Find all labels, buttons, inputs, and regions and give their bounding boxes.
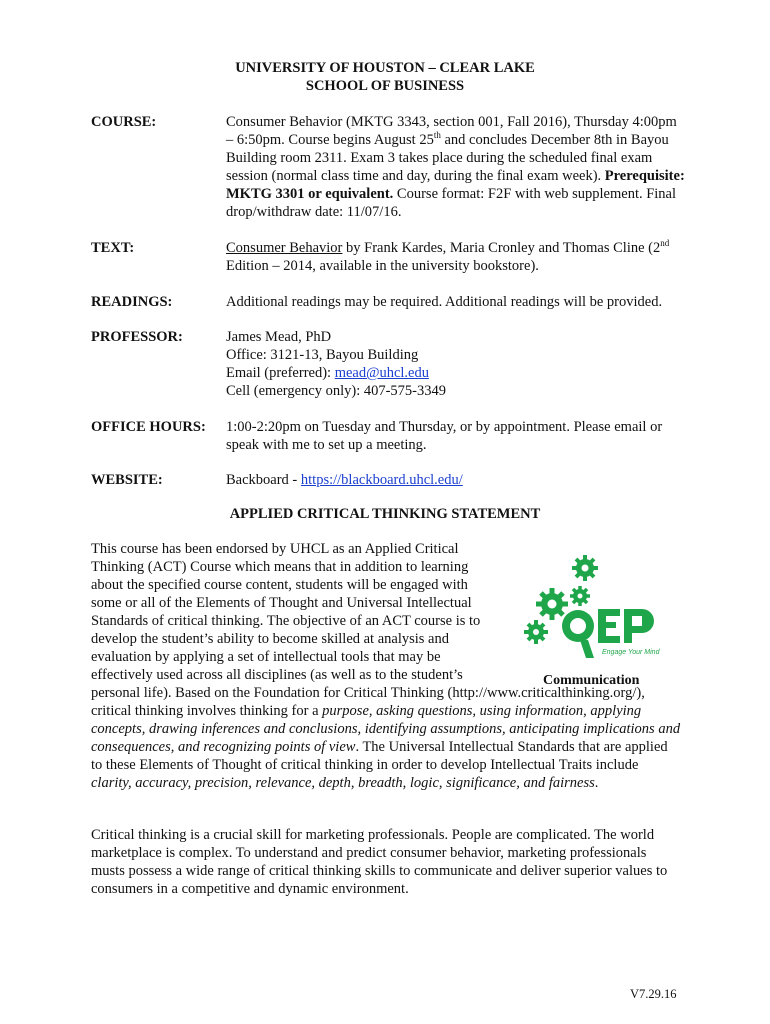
qep-logo <box>522 548 662 666</box>
readings-label: READINGS: <box>91 294 173 310</box>
prerequisite: Prerequisite: MKTG 3301 or equivalent. <box>226 168 685 202</box>
office-hours-text: 1:00-2:20pm on Tuesday and Thursday, or by appointment. Please email or speak with me to set up a meeting. <box>226 419 663 453</box>
textbook-sup: nd <box>660 238 670 249</box>
professor-cell: Cell (emergency only): 407-575-3349 <box>226 383 446 399</box>
textbook-text-b: Edition – 2014, available in the university bookstore). <box>226 258 539 274</box>
professor-label: PROFESSOR: <box>91 329 183 345</box>
course-sup: th <box>433 130 441 141</box>
text-label: TEXT: <box>91 240 135 256</box>
website-link[interactable]: https://blackboard.uhcl.edu/ <box>300 472 463 488</box>
course-text-b: and concludes December 8th in Bayou Building room 2311. Exam 3 takes place during the scheduled final exam session (normal class time and day, during the final exam week). <box>226 132 669 184</box>
marketing-paragraph-text: Critical thinking is a crucial skill for marketing professionals. People are complicated. The world marketplace is complex. To understand and predict consumer behavior, marketing professionals musts possess a wide range of critical thinking skills to communicate and deliver superior values to consumers in a competitive and dynamic environment. <box>91 827 668 897</box>
course-details <box>226 113 686 221</box>
course-label: COURSE: <box>91 114 157 130</box>
gear-icon <box>524 620 548 644</box>
professor-office: Office: 3121-13, Bayou Building <box>226 347 419 363</box>
website-label: WEBSITE: <box>91 472 163 488</box>
gear-icon <box>570 586 590 606</box>
readings-text: Additional readings may be required. Additional readings will be provided. <box>226 294 663 310</box>
act-text-a: This course has been endorsed by UHCL as an Applied Critical Thinking (ACT) Course which means that in addition to learning about the specified course content, students will be engaged with some or all of the Elements of Thought and Universal Intellectual Standards of critical thinking. The objective of an ACT course is to develop the student’s ability to become skilled at analysis and evaluation by applying a set of intellectual tools that may be effectively used across all disciplines (as well as to the student’s personal life). Based on the Foundation for Critical Thinking (http://www.criticalthinking.org/), critical thinking involves thinking for a <box>91 541 645 719</box>
qep-caption: Communication <box>543 673 640 688</box>
professor-name: James Mead, PhD <box>226 329 332 345</box>
book-title: Consumer Behavior <box>226 240 343 256</box>
course-text-c: Course format: F2F with web supplement. Final drop/withdraw date: 11/07/16. <box>226 186 677 220</box>
act-heading: APPLIED CRITICAL THINKING STATEMENT <box>229 506 541 522</box>
office-hours-label: OFFICE HOURS: <box>91 419 206 435</box>
professor-email-line <box>226 364 686 382</box>
email-prefix: Email (preferred): <box>226 365 335 381</box>
email-link[interactable]: mead@uhcl.edu <box>334 365 429 381</box>
textbook-text-a: by Frank Kardes, Maria Cronley and Thomas Cline (2 <box>342 240 661 256</box>
gear-icon <box>572 555 598 581</box>
act-italic-a: purpose, asking questions, using information, applying concepts, drawing inferences and conclusions, identifying assumptions, anticipating implications and consequences, and recognizing points of view <box>91 703 681 755</box>
document-header <box>0 59 770 95</box>
gear-icon <box>536 588 568 620</box>
website-prefix: Backboard - <box>226 472 301 488</box>
act-italic-b: clarity, accuracy, precision, relevance, depth, breadth, logic, significance, and fairness <box>91 775 595 791</box>
marketing-paragraph <box>91 826 681 898</box>
professor-details <box>226 328 686 400</box>
school-name: SCHOOL OF BUSINESS <box>305 78 465 94</box>
act-text-c: . <box>594 775 599 791</box>
act-text-b: . The Universal Intellectual Standards that are applied to these Elements of Thought of critical thinking in order to develop Intellectual Traits include <box>91 739 668 773</box>
textbook-details <box>226 239 686 275</box>
website-details <box>226 471 686 489</box>
course-text-a: Consumer Behavior (MKTG 3343, section 001, Fall 2016), Thursday 4:00pm – 6:50pm. Course begins August 25 <box>226 114 677 148</box>
university-name: UNIVERSITY OF HOUSTON – CLEAR LAKE <box>235 60 535 76</box>
version-number: V7.29.16 <box>630 987 677 1001</box>
qep-tagline: Engage Your Mind <box>602 649 660 656</box>
